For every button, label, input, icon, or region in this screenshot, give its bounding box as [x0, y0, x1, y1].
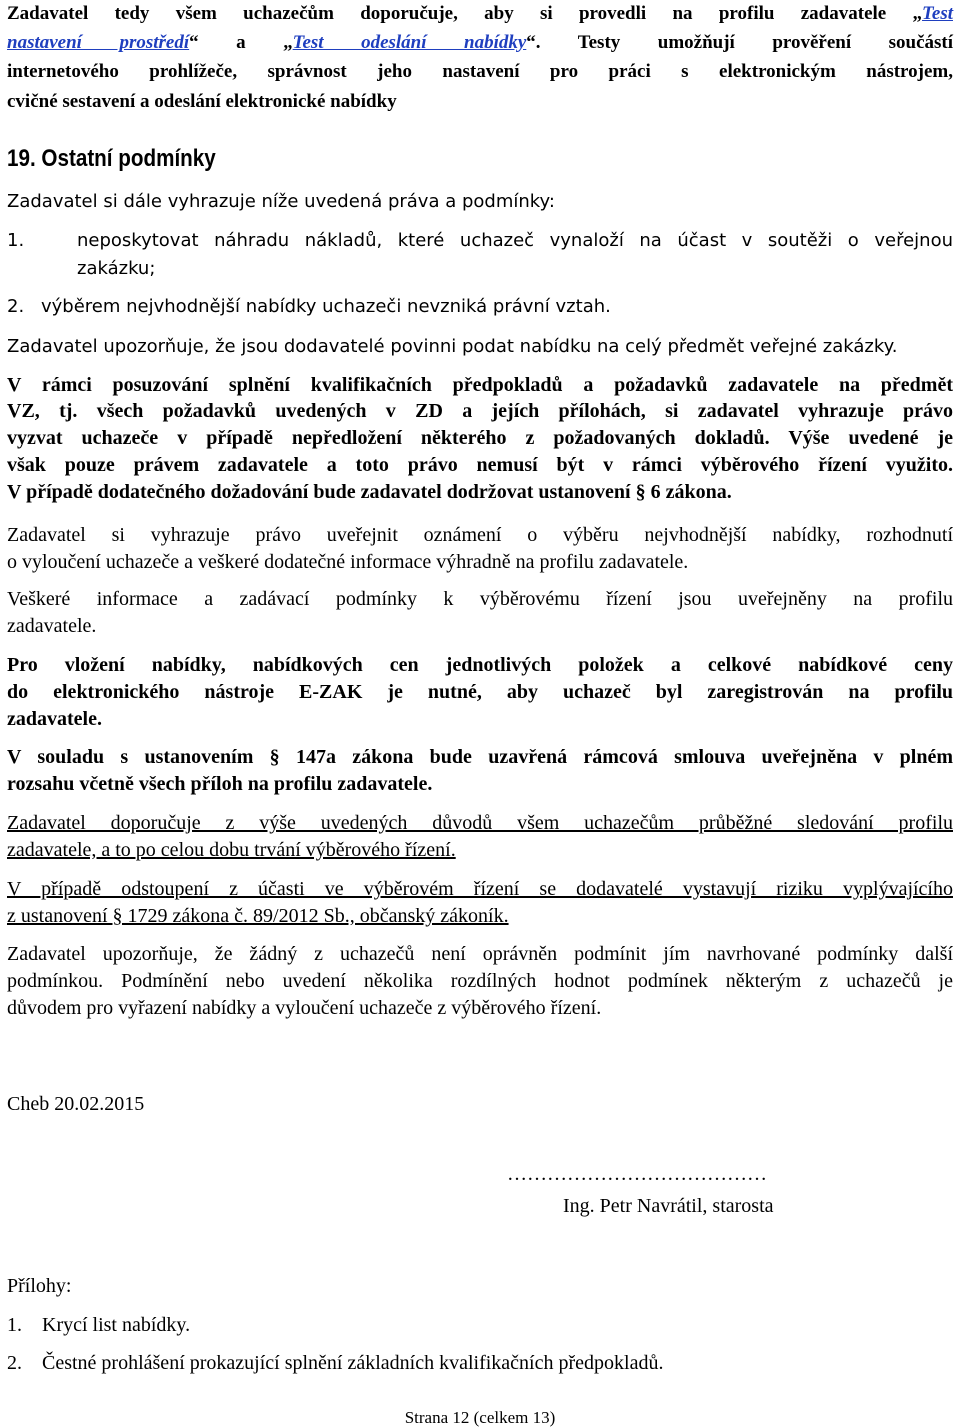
signatory-name: Ing. Petr Navrátil, starosta [563, 1195, 774, 1217]
paragraph-line: V případě dodatečného dožadování bude zadavatel dodržovat ustanovení § 6 zákona. [7, 481, 732, 503]
paragraph-line: V souladu s ustanovením § 147a zákona bude uzavřená rámcová smlouva uveřejněna v plném [7, 746, 953, 768]
test-send-offer-link[interactable]: Test odeslání nabídky [292, 32, 527, 53]
paragraph-line: rozsahu včetně všech příloh na profilu zadavatele. [7, 773, 433, 795]
tender-notice: Zadavatel upozorňuje, že jsou dodavatelé povinni podat nabídku na celý předmět veřejné zakázky. [7, 336, 898, 357]
paragraph-line: z ustanovení § 1729 zákona č. 89/2012 Sb., občanský zákoník. [7, 905, 509, 927]
paragraph-line: zadavatele, a to po celou dobu trvání výběrového řízení. [7, 839, 456, 861]
list-item-number: 2. [7, 1352, 22, 1374]
place-and-date: Cheb 20.02.2015 [7, 1093, 145, 1115]
paragraph-line: VZ, tj. všech požadavků uvedených v ZD a jejích přílohách, si zadavatel vyhrazuje právo [7, 400, 953, 422]
list-item-text: výběrem nejvhodnější nabídky uchazeči nevzniká právní vztah. [41, 296, 611, 317]
list-item-number: 2. [7, 296, 25, 317]
paragraph-line: do elektronického nástroje E-ZAK je nutné, aby uchazeč byl zaregistrován na profilu [7, 681, 953, 703]
list-item-text-cont: zakázku; [77, 258, 156, 279]
paragraph-line: však pouze právem zadavatele a toto právo nemusí být v rámci výběrového řízení využito. [7, 454, 953, 476]
paragraph-line: Pro vložení nabídky, nabídkových cen jednotlivých položek a celkové nabídkové ceny [7, 654, 953, 676]
paragraph-line: o vyloučení uchazeče a veškeré dodatečné informace výhradně na profilu zadavatele. [7, 551, 689, 573]
paragraph-line: Zadavatel doporučuje z výše uvedených důvodů všem uchazečům průběžné sledování profilu [7, 812, 953, 834]
list-item-text: Čestné prohlášení prokazující splnění základních kvalifikačních předpokladů. [42, 1352, 664, 1374]
signature-line: ………………………………… [507, 1163, 767, 1185]
attachments-label: Přílohy: [7, 1275, 72, 1297]
paragraph-line: zadavatele. [7, 615, 97, 637]
section-subtitle: Zadavatel si dále vyhrazuje níže uvedená práva a podmínky: [7, 191, 555, 212]
list-item-number: 1. [7, 1314, 22, 1336]
paragraph-line: V rámci posuzování splnění kvalifikačních předpokladů a požadavků zadavatele na předmět [7, 374, 953, 396]
paragraph-line: podmínkou. Podmínění nebo uvedení několika rozdílných hodnot podmínek některým z uchazečů je [7, 970, 953, 992]
intro-text-a: Zadavatel tedy všem uchazečům doporučuje, aby si provedli na profilu zadavatele „ [7, 3, 923, 24]
paragraph-line: vyzvat uchazeče v případě nepředložení některého z požadovaných dokladů. Výše uvedené je [7, 427, 953, 449]
test-settings-link-part2[interactable]: nastavení prostředí [7, 32, 190, 53]
list-item-text: Krycí list nabídky. [42, 1314, 191, 1336]
intro-line-1b [7, 29, 953, 56]
intro-line-1 [7, 0, 953, 27]
intro-line-2: internetového prohlížeče, správnost jeho nastavení pro práci s elektronickým nástrojem, [7, 61, 953, 82]
page-footer: Strana 12 (celkem 13) [404, 1408, 556, 1427]
intro-text-mid: “ a „ [189, 32, 293, 53]
paragraph-line: zadavatele. [7, 708, 102, 730]
paragraph-line: Zadavatel upozorňuje, že žádný z uchazečů není oprávněn podmínit jím navrhované podmínky další [7, 943, 953, 965]
intro-text-end: “. Testy umožňují prověření součástí [526, 32, 954, 53]
test-settings-link-part1[interactable]: Test [922, 3, 953, 24]
paragraph-line: Veškeré informace a zadávací podmínky k výběrovému řízení jsou uveřejněny na profilu [7, 588, 953, 610]
intro-line-3: cvičné sestavení a odeslání elektronické nabídky [7, 91, 397, 112]
section-heading: 19. Ostatní podmínky [7, 145, 216, 172]
list-item-text: neposkytovat náhradu nákladů, které uchazeč vynaloží na účast v soutěži o veřejnou [77, 230, 953, 251]
paragraph-line: důvodem pro vyřazení nabídky a vyloučení uchazeče z výběrového řízení. [7, 997, 602, 1019]
paragraph-line: V případě odstoupení z účasti ve výběrovém řízení se dodavatelé vystavují riziku vyplývajícího [7, 878, 953, 900]
list-item-number: 1. [7, 230, 25, 251]
paragraph-line: Zadavatel si vyhrazuje právo uveřejnit oznámení o výběru nejvhodnější nabídky, rozhodnutí [7, 524, 953, 546]
